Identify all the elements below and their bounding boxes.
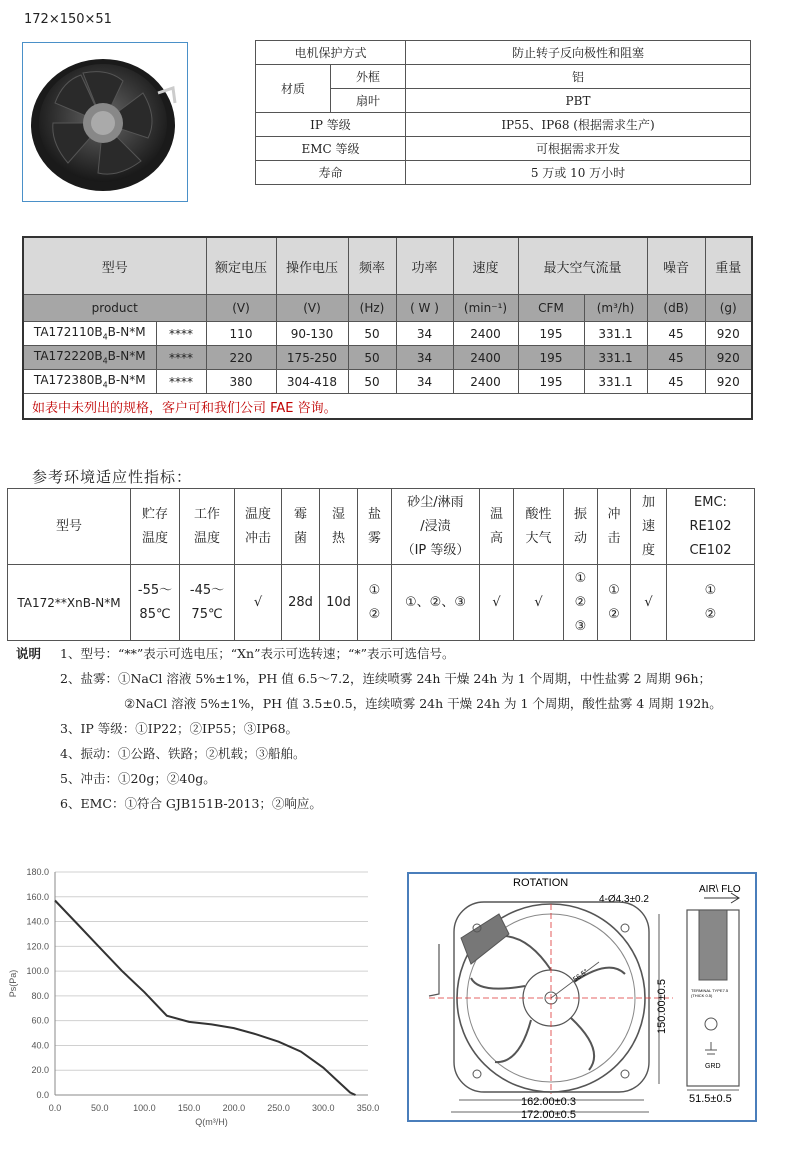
cell: 195 xyxy=(518,322,584,346)
cell: 380 xyxy=(206,370,276,394)
spec-value: 铝 xyxy=(406,65,751,89)
header-model: 型号 xyxy=(23,237,206,295)
rotation-label: ROTATION xyxy=(513,877,569,889)
terminal-label: TERMINAL TYPE7.5 (THICK 0.5) xyxy=(691,988,729,998)
cell: 331.1 xyxy=(584,346,647,370)
cell: 220 xyxy=(206,346,276,370)
env-col-acid-value: √ xyxy=(514,565,564,641)
x-tick-label: 200.0 xyxy=(222,1103,246,1113)
spec-label: 电机保护方式 xyxy=(256,41,406,65)
y-tick-label: 40.0 xyxy=(31,1040,49,1051)
cell: 34 xyxy=(396,322,453,346)
y-tick-label: 100.0 xyxy=(26,966,49,977)
unit-product: product xyxy=(23,295,206,322)
x-tick-label: 150.0 xyxy=(177,1103,201,1113)
fan-photo xyxy=(22,42,188,202)
cell: 34 xyxy=(396,346,453,370)
cell: 90-130 xyxy=(276,322,348,346)
header-noise: 噪音 xyxy=(647,237,705,295)
mechanical-drawing xyxy=(407,872,757,1122)
unit-cell: (Hz) xyxy=(348,295,396,322)
y-tick-label: 60.0 xyxy=(31,1015,49,1026)
x-tick-label: 0.0 xyxy=(48,1103,62,1113)
table-note: 如表中未列出的规格，客户可和我们公司 FAE 咨询。 xyxy=(23,394,752,420)
header-operating-voltage: 操作电压 xyxy=(276,237,348,295)
x-tick-label: 300.0 xyxy=(312,1103,335,1113)
depth-dimension: 51.5±0.5 xyxy=(689,1093,732,1105)
code-cell: **** xyxy=(156,346,206,370)
note-line: 2、盐雾：①NaCl 溶液 5%±1%，PH 值 6.5～7.2，连续喷雾 24h 干燥 24h 为 1 个周期，中性盐雾 2 周期 96h； xyxy=(60,671,712,686)
y-tick-label: 120.0 xyxy=(26,941,49,952)
env-table xyxy=(7,488,755,641)
cell: 175-250 xyxy=(276,346,348,370)
y-tick-label: 80.0 xyxy=(31,990,49,1001)
fan-side-view-icon xyxy=(687,910,739,1086)
spec-value: IP55、IP68 (根据需求生产) xyxy=(406,113,751,137)
cell: 2400 xyxy=(453,322,518,346)
product-table xyxy=(22,236,753,420)
product-dimensions: 172×150×51 xyxy=(24,12,112,27)
fan-image-icon xyxy=(23,43,187,201)
spec-material-label: 材质 xyxy=(256,65,331,113)
holes-label: 4-Ø4.3±0.2 xyxy=(599,894,649,905)
note-line: 1、型号：“**”表示可选电压；“Xn”表示可选转速；“*”表示可选信号。 xyxy=(60,646,455,661)
table-row xyxy=(23,370,752,394)
env-col-shock-header: 冲 击 xyxy=(598,489,631,565)
x-axis-label: Q(m³/H) xyxy=(195,1117,228,1127)
cell: 920 xyxy=(705,370,752,394)
cell: 45 xyxy=(647,322,705,346)
env-col-emc-value: ① ② xyxy=(667,565,755,641)
env-col-damp-heat-value: 10d xyxy=(320,565,358,641)
env-col-damp-heat-header: 湿 热 xyxy=(320,489,358,565)
spec-table xyxy=(255,40,751,185)
table-row xyxy=(23,322,752,346)
env-col-vibration-value: ① ② ③ xyxy=(564,565,598,641)
env-col-high-temp-header: 温 高 xyxy=(480,489,514,565)
env-col-emc-header: EMC: RE102 CE102 xyxy=(667,489,755,565)
env-col-model-header: 型号 xyxy=(8,489,131,565)
spec-label: 寿命 xyxy=(256,161,406,185)
model-cell: $TA172110B_4B-N*M$ xyxy=(23,322,156,346)
x-tick-label: 50.0 xyxy=(90,1103,109,1113)
unit-cell: (dB) xyxy=(647,295,705,322)
note-line: 4、振动：①公路、铁路；②机载；③船舶。 xyxy=(60,746,306,761)
env-col-high-temp-value: √ xyxy=(480,565,514,641)
env-col-mold-header: 霉 菌 xyxy=(282,489,320,565)
unit-cell: (g) xyxy=(705,295,752,322)
env-col-salt-spray-header: 盐 雾 xyxy=(358,489,392,565)
y-tick-label: 20.0 xyxy=(31,1065,49,1076)
env-col-storage-temp-value: -55～ 85℃ xyxy=(131,565,180,641)
spec-label: 扇叶 xyxy=(331,89,406,113)
spec-value: 可根据需求开发 xyxy=(406,137,751,161)
unit-cell: (min⁻¹) xyxy=(453,295,518,322)
cell: 195 xyxy=(518,370,584,394)
env-col-temp-shock-value: √ xyxy=(235,565,282,641)
spec-label: IP 等级 xyxy=(256,113,406,137)
env-col-model-value: TA172**XnB-N*M xyxy=(8,565,131,641)
unit-cell: CFM xyxy=(518,295,584,322)
spec-label: EMC 等级 xyxy=(256,137,406,161)
pq-series-line xyxy=(55,901,356,1096)
env-col-shock-value: ① ② xyxy=(598,565,631,641)
cell: 2400 xyxy=(453,370,518,394)
cell: 2400 xyxy=(453,346,518,370)
env-col-acid-header: 酸性 大气 xyxy=(514,489,564,565)
env-header-row xyxy=(8,489,755,565)
header-airflow: 最大空气流量 xyxy=(518,237,647,295)
pq-curve-chart xyxy=(0,862,385,1132)
cell: 45 xyxy=(647,346,705,370)
env-col-ip-value: ①、②、③ xyxy=(392,565,480,641)
cell: 195 xyxy=(518,346,584,370)
env-col-storage-temp-header: 贮存 温度 xyxy=(131,489,180,565)
header-power: 功率 xyxy=(396,237,453,295)
y-tick-label: 140.0 xyxy=(26,916,49,927)
header-frequency: 频率 xyxy=(348,237,396,295)
env-col-salt-spray-value: ① ② xyxy=(358,565,392,641)
spec-value: PBT xyxy=(406,89,751,113)
y-tick-label: 160.0 xyxy=(26,891,49,902)
env-data-row xyxy=(8,565,755,641)
unit-cell: ( W ) xyxy=(396,295,453,322)
cell: 331.1 xyxy=(584,370,647,394)
grd-label: GRD xyxy=(705,1063,721,1070)
cell: 50 xyxy=(348,346,396,370)
spec-value: 防止转子反向极性和阻塞 xyxy=(406,41,751,65)
x-tick-label: 350.0 xyxy=(356,1103,380,1113)
spec-value: 5 万或 10 万小时 xyxy=(406,161,751,185)
code-cell: **** xyxy=(156,370,206,394)
cell: 50 xyxy=(348,370,396,394)
y-tick-label: 0.0 xyxy=(36,1090,49,1100)
env-col-acceleration-value: √ xyxy=(631,565,667,641)
cell: 304-418 xyxy=(276,370,348,394)
angle-label: 56.5° xyxy=(572,968,590,984)
notes-title: 说明 xyxy=(16,646,42,661)
width2-dimension: 172.00±0.5 xyxy=(521,1109,576,1120)
airflow-label: AIR\ FLO xyxy=(699,884,741,895)
x-tick-label: 250.0 xyxy=(267,1103,290,1113)
note-line: 3、IP 等级：①IP22；②IP55；③IP68。 xyxy=(60,721,299,736)
cell: 45 xyxy=(647,370,705,394)
unit-cell: (m³/h) xyxy=(584,295,647,322)
code-cell: **** xyxy=(156,322,206,346)
env-col-temp-shock-header: 温度 冲击 xyxy=(235,489,282,565)
width1-dimension: 162.00±0.3 xyxy=(521,1096,576,1108)
cell: 34 xyxy=(396,370,453,394)
note-line: 5、冲击：①20g；②40g。 xyxy=(60,771,216,786)
cell: 920 xyxy=(705,346,752,370)
note-line: 6、EMC：①符合 GJB151B-2013；②响应。 xyxy=(60,796,322,811)
unit-cell: (V) xyxy=(206,295,276,322)
cell: 50 xyxy=(348,322,396,346)
note-line: ②NaCl 溶液 5%±1%，PH 值 3.5±0.5，连续喷雾 24h 干燥 24h 为 1 个周期，酸性盐雾 4 周期 192h。 xyxy=(124,696,722,711)
cell: 331.1 xyxy=(584,322,647,346)
fan-front-view-icon xyxy=(429,902,673,1094)
header-rated-voltage: 额定电压 xyxy=(206,237,276,295)
cell: 110 xyxy=(206,322,276,346)
unit-cell: (V) xyxy=(276,295,348,322)
cell: 920 xyxy=(705,322,752,346)
y-tick-label: 180.0 xyxy=(26,867,49,877)
env-col-operating-temp-value: -45～ 75℃ xyxy=(180,565,235,641)
table-row xyxy=(23,346,752,370)
model-cell: $TA172380B_4B-N*M$ xyxy=(23,370,156,394)
env-col-vibration-header: 振 动 xyxy=(564,489,598,565)
y-axis-label: Ps(Pa) xyxy=(8,969,18,998)
header-speed: 速度 xyxy=(453,237,518,295)
model-cell: $TA172220B_4B-N*M$ xyxy=(23,346,156,370)
x-tick-label: 100.0 xyxy=(133,1103,156,1113)
env-col-mold-value: 28d xyxy=(282,565,320,641)
env-col-acceleration-header: 加 速 度 xyxy=(631,489,667,565)
header-weight: 重量 xyxy=(705,237,752,295)
spec-label: 外框 xyxy=(331,65,406,89)
env-col-ip-header: 砂尘/淋雨 /浸渍 （IP 等级） xyxy=(392,489,480,565)
env-col-operating-temp-header: 工作 温度 xyxy=(180,489,235,565)
env-title: 参考环境适应性指标： xyxy=(32,468,193,486)
height-dimension: 150.00±0.5 xyxy=(656,979,668,1034)
